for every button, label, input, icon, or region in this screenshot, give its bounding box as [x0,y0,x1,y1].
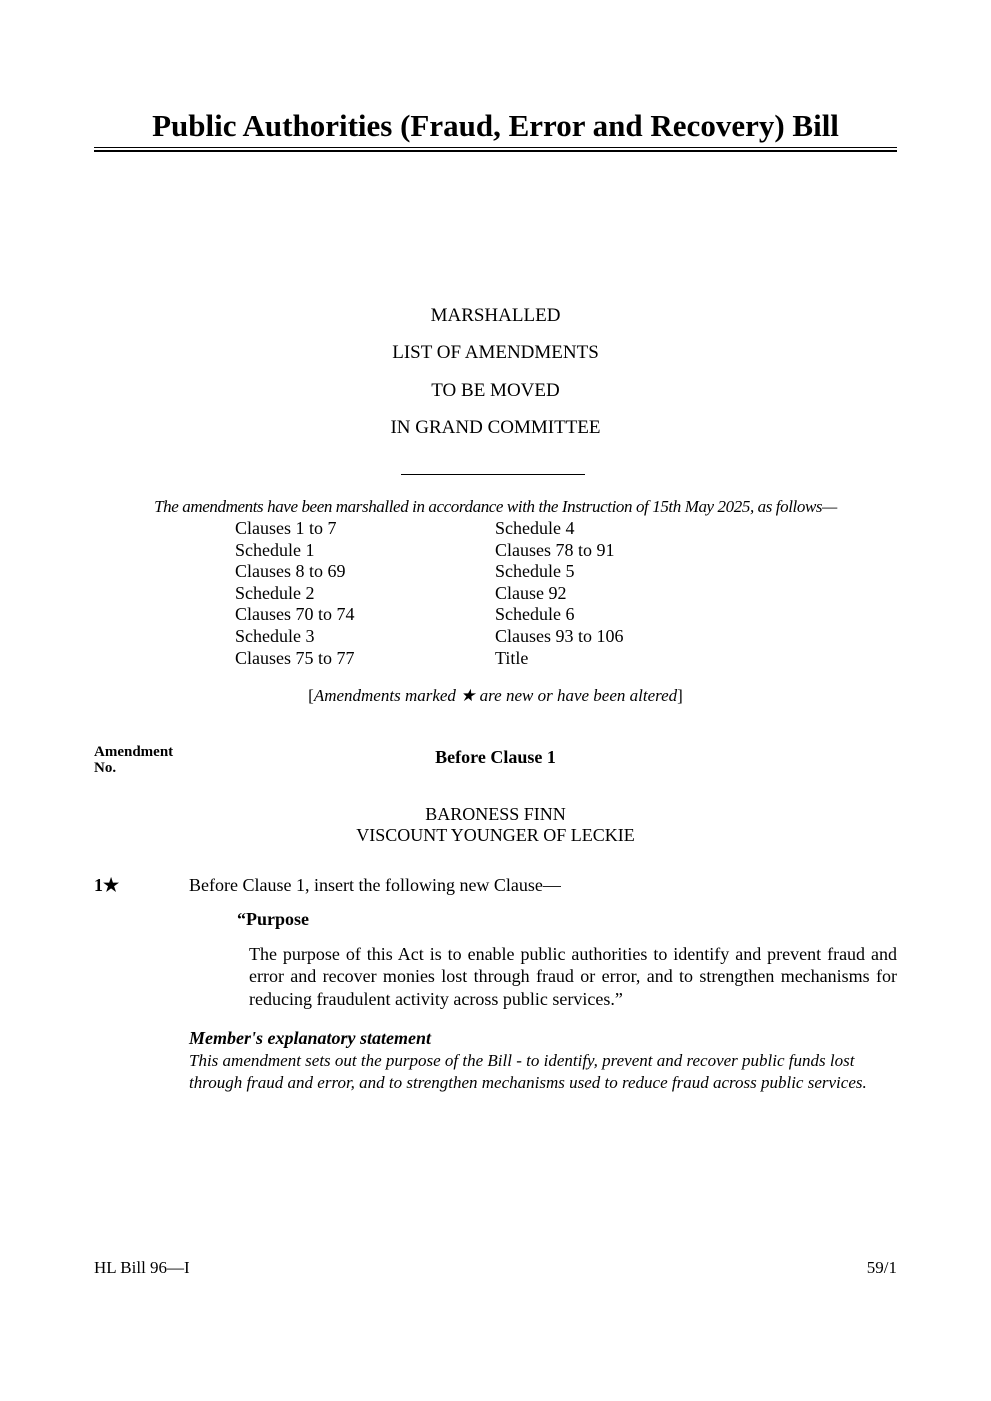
bill-title: Public Authorities (Fraud, Error and Recovery) Bill [152,108,839,143]
title-rule [94,147,897,148]
order-item: Schedule 6 [495,604,575,625]
label-line: Amendment [94,744,174,760]
altered-note-text: Amendments marked ★ are new or have been altered [313,686,678,705]
order-item: Clauses 78 to 91 [495,539,615,560]
order-item: Schedule 5 [495,561,575,582]
order-item: Clause 92 [495,582,567,603]
title-rule-thick [94,150,897,152]
altered-note [0,686,991,706]
member-name: BARONESS FINN [425,804,566,824]
bracket: ] [677,686,683,705]
amendment-number: 1★ [94,875,120,895]
order-item: Clauses 70 to 74 [235,604,355,625]
order-item: Clauses 1 to 7 [235,518,337,538]
order-list-left [235,518,355,669]
clause-body: The purpose of this Act is to enable public authorities to identify and prevent fraud and error and recover monies lost through fraud or error, and to strengthen mechanisms for reducing fraudulent activity across public services.” [249,944,897,1009]
order-item: Schedule 1 [235,539,315,560]
order-item: Clauses 75 to 77 [235,647,355,668]
bracket: [ [308,686,314,705]
order-item: Schedule 4 [495,518,575,538]
label-line: No. [94,760,117,776]
member-name: VISCOUNT YOUNGER OF LECKIE [356,825,635,845]
order-item: Title [495,647,529,668]
heading-line-1: MARSHALLED [430,305,561,326]
divider [401,474,585,475]
marshalling-intro: The amendments have been marshalled in accordance with the Instruction of 15th May 2025, as follows— [154,497,837,516]
explanatory-statement: This amendment sets out the purpose of the Bill - to identify, prevent and recover public funds lost through fraud and error, and to strengthen mechanisms used to reduce fraud across public services. [189,1051,867,1093]
explanatory-heading: Member's explanatory statement [189,1028,431,1048]
order-list-right [495,518,624,669]
order-item: Schedule 2 [235,582,315,603]
order-item: Clauses 8 to 69 [235,561,346,582]
heading-line-3: TO BE MOVED [431,380,560,401]
amendment-lead: Before Clause 1, insert the following new Clause— [189,875,561,895]
section-heading: Before Clause 1 [435,747,556,767]
page-reference: 59/1 [866,1258,897,1277]
heading-line-2: LIST OF AMENDMENTS [392,342,599,363]
bill-reference: HL Bill 96—I [94,1258,190,1277]
clause-title: “Purpose [237,909,309,929]
order-item: Schedule 3 [235,625,315,646]
heading-line-4: IN GRAND COMMITTEE [390,417,601,438]
order-item: Clauses 93 to 106 [495,625,624,646]
